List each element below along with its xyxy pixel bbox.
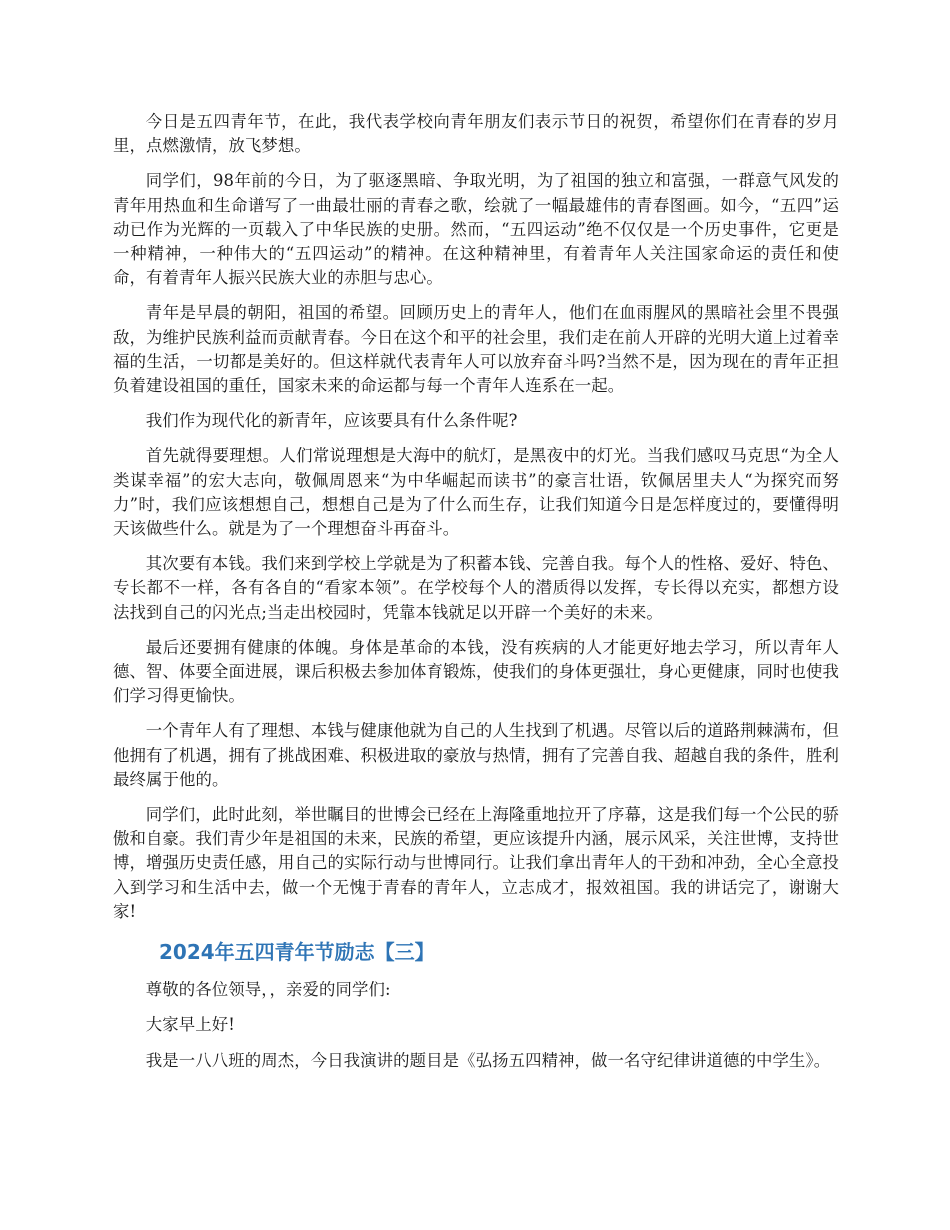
- document-page: [113, 110, 839, 1084]
- paragraph: 我是一八八班的周杰，今日我演讲的题目是《弘扬五四精神，做一名守纪律讲道德的中学生》。: [145, 1050, 831, 1070]
- paragraph: 最后还要拥有健康的体魄。身体是革命的本钱，没有疾病的人才能更好地去学习，所以青年人德、智、体要全面进展，课后积极去参加体育锻炼，使我们的身体更强壮，身心更健康，同时也使我们学习得更愉快。: [113, 637, 839, 706]
- paragraph: 尊敬的各位领导，，亲爱的同学们:: [145, 980, 391, 1000]
- paragraph: 其次要有本钱。我们来到学校上学就是为了积蓄本钱、完善自我。每个人的性格、爱好、特色、专长都不一样，各有各自的“看家本领”。在学校每个人的潜质得以发挥，专长得以充实，都想方设法找到自己的闪光点;当走出校园时，凭靠本钱就足以开辟一个美好的未来。: [113, 554, 839, 622]
- paragraph: 同学们，98年前的今日，为了驱逐黑暗、争取光明，为了祖国的独立和富强，一群意气风发的青年用热血和生命谱写了一曲最壮丽的青春之歌，绘就了一幅最雄伟的青春图画。如今，“五四”运动已作为光辉的一页载入了中华民族的史册。然而，“五四运动”绝不仅仅是一个历史事件，它更是一种精神，一种伟大的“五四运动”的精神。在这种精神里，有着青年人关注国家命运的责任和使命，有着青年人振兴民族大业的赤胆与忠心。: [113, 171, 839, 288]
- paragraph: 今日是五四青年节，在此，我代表学校向青年朋友们表示节日的祝贺，希望你们在青春的岁月里，点燃激情，放飞梦想。: [113, 112, 839, 156]
- paragraph: 大家早上好!: [145, 1015, 235, 1035]
- paragraph: 同学们，此时此刻，举世瞩目的世博会已经在上海隆重地拉开了序幕，这是我们每一个公民的骄傲和自豪。我们青少年是祖国的未来，民族的希望，更应该提升内涵，展示风采，关注世博，支持世博，增强历史责任感，用自己的实际行动与世博同行。让我们拿出青年人的干劲和冲劲，全心全意投入到学习和生活中去，做一个无愧于青春的青年人，立志成才，报效祖国。我的讲话完了，谢谢大家!: [113, 805, 839, 921]
- paragraph: 一个青年人有了理想、本钱与健康他就为自己的人生找到了机遇。尽管以后的道路荆棘满布，但他拥有了机遇，拥有了挑战困难、积极进取的豪放与热情，拥有了完善自我、超越自我的条件，胜利最终属于他的。: [113, 721, 839, 789]
- section-heading: 2024年五四青年节励志【三】: [159, 940, 435, 965]
- paragraph: 青年是早晨的朝阳，祖国的希望。回顾历史上的青年人，他们在血雨腥风的黑暗社会里不畏强敌，为维护民族利益而贡献青春。今日在这个和平的社会里，我们走在前人开辟的光明大道上过着幸福的生活，一切都是美好的。但这样就代表青年人可以放弃奋斗吗?当然不是，因为现在的青年正担负着建设祖国的重任，国家未来的命运都与每一个青年人连系在一起。: [113, 303, 839, 396]
- paragraph: 我们作为现代化的新青年，应该要具有什么条件呢?: [145, 411, 518, 431]
- paragraph: 首先就得要理想。人们常说理想是大海中的航灯，是黑夜中的灯光。当我们感叹马克思“为全人类谋幸福”的宏大志向，敬佩周恩来“为中华崛起而读书”的豪言壮语，钦佩居里夫人“为探究而努力”时，我们应该想想自己，想想自己是为了什么而生存，让我们知道今日是怎样度过的，要懂得明天该做些什么。就是为了一个理想奋斗再奋斗。: [113, 446, 839, 539]
